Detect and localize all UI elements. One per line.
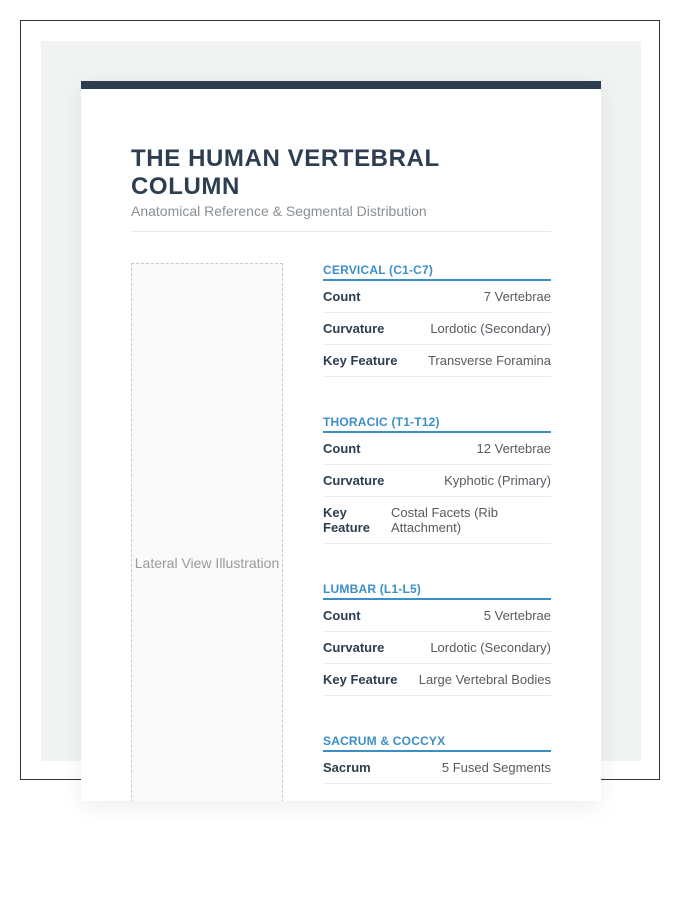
row-value: 5 Vertebrae xyxy=(483,608,551,623)
illustration-placeholder xyxy=(131,263,283,801)
table-row xyxy=(323,752,551,784)
section-title-cervical: CERVICAL (C1-C7) xyxy=(323,261,551,281)
table-row xyxy=(323,632,551,664)
row-value: Lordotic (Secondary) xyxy=(430,640,551,655)
row-label: Curvature xyxy=(323,321,385,336)
table-row xyxy=(323,281,551,313)
table-row xyxy=(323,313,551,345)
section-sacrum-coccyx xyxy=(323,732,551,784)
row-label: Count xyxy=(323,608,361,623)
section-title-lumbar: LUMBAR (L1-L5) xyxy=(323,580,551,600)
table-row xyxy=(323,433,551,465)
header-divider xyxy=(131,231,551,232)
row-value: 12 Vertebrae xyxy=(476,441,551,456)
row-value: Transverse Foramina xyxy=(427,353,551,368)
row-label: Curvature xyxy=(323,473,385,488)
table-row xyxy=(323,497,551,544)
section-title-thoracic: THORACIC (T1-T12) xyxy=(323,413,551,433)
row-label: Key Feature xyxy=(323,353,398,368)
table-row xyxy=(323,600,551,632)
table-row xyxy=(323,345,551,377)
page-title: THE HUMAN VERTEBRAL COLUMN xyxy=(131,145,440,200)
row-label: Sacrum xyxy=(323,760,371,775)
row-value: Kyphotic (Primary) xyxy=(444,473,551,488)
reference-card xyxy=(81,81,601,801)
row-label: Curvature xyxy=(323,640,385,655)
row-label: Key Feature xyxy=(323,672,398,687)
row-label: Count xyxy=(323,441,361,456)
section-thoracic xyxy=(323,413,551,544)
section-cervical xyxy=(323,261,551,377)
row-value: Costal Facets (Rib Attachment) xyxy=(391,505,498,535)
row-value: 7 Vertebrae xyxy=(483,289,551,304)
section-lumbar xyxy=(323,580,551,696)
table-row xyxy=(323,465,551,497)
row-label: Count xyxy=(323,289,361,304)
page-subtitle: Anatomical Reference & Segmental Distribution xyxy=(131,203,427,219)
row-value: Lordotic (Secondary) xyxy=(430,321,551,336)
row-value: 5 Fused Segments xyxy=(441,760,551,775)
illustration-label: Lateral View Illustration xyxy=(134,555,280,571)
row-value: Large Vertebral Bodies xyxy=(418,672,551,687)
table-row xyxy=(323,664,551,696)
row-label: Key Feature xyxy=(323,505,370,535)
section-title-sacrum: SACRUM & COCCYX xyxy=(323,732,551,752)
